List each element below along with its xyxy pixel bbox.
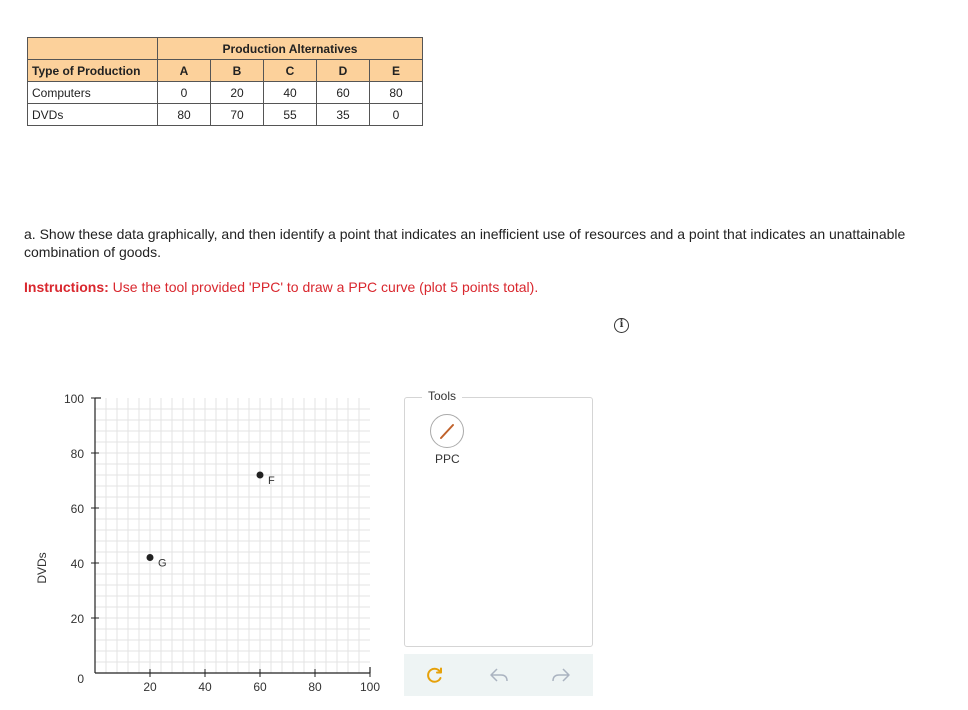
table-header-row: [28, 60, 423, 82]
x-tick-label: 20: [143, 680, 157, 694]
table-cell: 60: [317, 82, 370, 104]
grid-lines: [95, 398, 370, 673]
ppc-graph[interactable]: [0, 380, 400, 705]
column-header: E: [370, 60, 423, 82]
undo-icon[interactable]: [488, 664, 510, 686]
table-cell: 0: [158, 82, 211, 104]
info-icon[interactable]: i: [614, 318, 629, 333]
ppc-line-icon: [431, 415, 463, 447]
ppc-tool-button[interactable]: [430, 414, 464, 448]
table-cell: 20: [211, 82, 264, 104]
row-header: Type of Production: [28, 60, 158, 82]
instructions: [24, 279, 538, 295]
table-cell: 55: [264, 104, 317, 126]
point-f: [257, 472, 264, 479]
y-tick-label: 100: [63, 392, 84, 406]
table-cell: 0: [370, 104, 423, 126]
table-cell: 40: [264, 82, 317, 104]
table-corner-cell: [28, 38, 158, 60]
action-bar: [404, 654, 593, 696]
y-tick-label: 20: [70, 612, 84, 626]
instructions-label: Instructions:: [24, 279, 109, 295]
y-tick-label: 0: [77, 672, 84, 686]
table-title-row: [28, 38, 423, 60]
table-row: [28, 104, 423, 126]
x-tick-label: 100: [359, 680, 381, 694]
production-table: [27, 37, 423, 126]
ppc-tool-label: PPC: [435, 452, 460, 466]
column-header: A: [158, 60, 211, 82]
column-header: C: [264, 60, 317, 82]
x-tick-label: 40: [198, 680, 212, 694]
column-header: B: [211, 60, 264, 82]
axes: [91, 398, 370, 677]
table-cell: 80: [158, 104, 211, 126]
instructions-text: Use the tool provided 'PPC' to draw a PPC curve (plot 5 points total).: [108, 279, 539, 295]
y-tick-label: 60: [70, 502, 84, 516]
y-tick-label: 40: [70, 557, 84, 571]
table-row: [28, 82, 423, 104]
question-text: a. Show these data graphically, and then identify a point that indicates an inefficient use of resources and a point that indicates an unattainable combination of goods.: [24, 226, 906, 260]
table-title: Production Alternatives: [158, 38, 423, 60]
reset-icon[interactable]: [424, 664, 446, 686]
tick-labels: [64, 392, 380, 694]
y-tick-label: 80: [70, 447, 84, 461]
table-cell: 70: [211, 104, 264, 126]
x-tick-label: 80: [308, 680, 322, 694]
x-tick-label: 60: [253, 680, 267, 694]
tools-title: Tools: [422, 389, 462, 403]
row-label: Computers: [28, 82, 158, 104]
redo-icon[interactable]: [550, 664, 572, 686]
point-label: F: [268, 475, 275, 487]
y-axis-label: DVDs: [35, 552, 49, 584]
table-cell: 80: [370, 82, 423, 104]
point-g: [147, 554, 154, 561]
row-label: DVDs: [28, 104, 158, 126]
table-cell: 35: [317, 104, 370, 126]
point-label: G: [158, 557, 167, 570]
column-header: D: [317, 60, 370, 82]
